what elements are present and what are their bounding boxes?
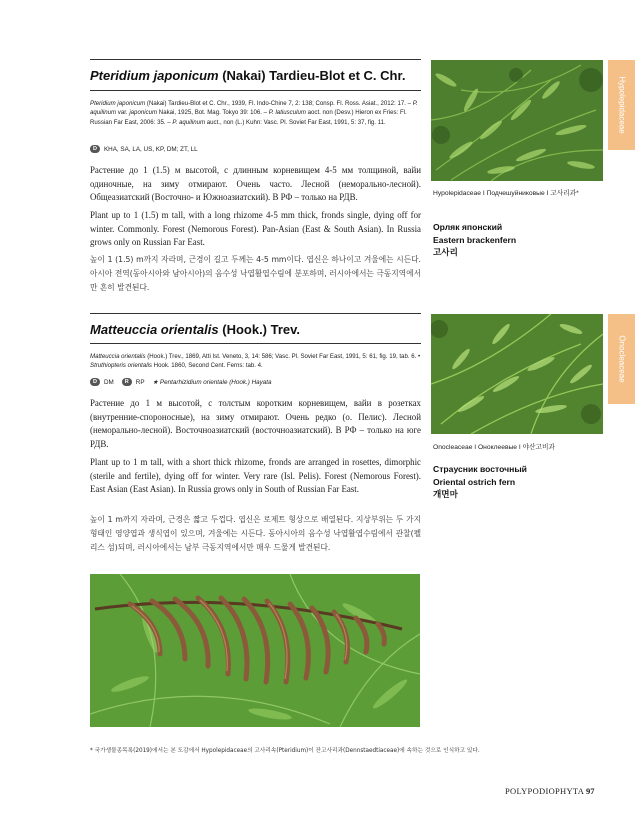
citation-2: Matteuccia orientalis (Hook.) Trev., 1869, Atti Ist. Veneto, 3, 14: 586; Vasc. Pl. Soviet Far East, 1991, 5: 61, fig. 19, tab. 6. • Struthiopteris orientalis Hook. 1860, Second Cent. Ferns: tab. 4. <box>90 353 421 370</box>
rarity-code: RP <box>135 378 145 386</box>
distribution-codes: DM <box>103 378 114 386</box>
distribution-badge: D <box>90 378 100 386</box>
fern-photo-bracken <box>431 60 603 181</box>
title-rule-1 <box>90 90 421 91</box>
korean-description-1: 높이 1 (1.5) m까지 자라며, 근경이 길고 두께는 4-5 mm이다. 엽신은 하나이고 겨울에는 시든다. 아시아 전역(동아시아와 남아시아)의 음수성 낙엽활엽수림에 분포하며, 러시아에서는 극동지역에서만 흔히 발견된다. <box>90 255 421 292</box>
english-description-2: Plant up to 1 m tall, with a short thick rhizome, fronds are arranged in rosettes, dimorphic (sterile and fertile), dying off for winter. Very rare (Isl. Pelis). Forest (Nemorous Forest). East Asian (East Asian). In Russia grows only in South of Russian Far East. <box>90 457 421 495</box>
title-rule-2 <box>90 343 421 344</box>
family-tab-2: Onocleaceae <box>608 314 635 404</box>
name-english: Eastern brackenfern <box>433 234 517 245</box>
name-english: Oriental ostrich fern <box>433 476 516 487</box>
rarity-badge: R <box>122 378 132 386</box>
footnote: * 국가생물종목록(2019)에서는 본 도감에서 Hypolepidaceae의 고사리속(Pteridium)이 잔고사리과(Dennstaedtiaceae)에 속하는 것으로 인식하고 있다. <box>90 748 480 754</box>
distribution-line-2 <box>90 378 272 386</box>
section-rule-2 <box>90 313 421 314</box>
english-description-1: Plant up to 1 (1.5) m tall, with a long rhizome 4-5 mm thick, fronds single, dying off for winter. Commonly. Forest (Nemorous Forest). Pan-Asian (East & South Asian). In Russia grows only on Russian Far East. <box>90 210 421 248</box>
family-tab-1: Hypolepidaceae <box>608 60 635 150</box>
synonym: ★ Pentarhizidium orientale (Hook.) Hayata <box>152 378 272 386</box>
russian-description-1: Растение до 1 (1.5) м высотой, с длинным корневищем 4-5 мм толщиной, вайи одиночные, на зиму отмирают. Очень часто. Лесной (неморально-лесной). Общеазиатский (Восточно- и Южноазиатский). В РФ – только на РДВ. <box>90 165 421 203</box>
korean-description-2: 높이 1 m까지 자라며, 근경은 짧고 두껍다. 엽신은 로제트 형상으로 배열된다. 지상부위는 두 가지 형태인 영양엽과 생식엽이 있으며, 겨울에는 시든다. 동아시아의 음수성 낙엽활엽수림에서 관찰(펠리스 섬)되며, 러시아에서는 남부 극동지역에서만 매우 드물게 발견된다. <box>90 515 421 552</box>
top-rule <box>90 59 421 60</box>
footer-section: POLYPODIOPHYTA <box>505 786 585 796</box>
fern-photo-ostrich <box>431 314 603 434</box>
common-names-2 <box>433 463 527 501</box>
citation-1: Pteridium japonicum (Nakai) Tardieu-Blot et C. Chr., 1939, Fl. Indo-Chine 7, 2: 138; Consp. Fl. Ross. Asiat., 2012: 17. – P. aquilinum var. japonicum Nakai, 1925, Bot. Mag. Tokyo 39: 106. – P. latiusculum aoct. non (Desv.) Hieron ex Fries: Fl. Russian Far East, 2006: 35. – P. aquilinum auct., non (L.) Kuhn: Vasc. Pl. Soviet Far East, 1991, 5: 37, fig. 11. <box>90 100 418 126</box>
name-russian: Страусник восточный <box>433 464 527 474</box>
distribution-badge: D <box>90 145 100 153</box>
species-title-1: Pteridium japonicum (Nakai) Tardieu-Blot et C. Chr. <box>90 68 406 83</box>
family-line-2: Onocleaceae I Оноклеевые I 야산고비과 <box>433 444 555 451</box>
family-line-1: Hypolepidaceae I Подчешуйниковые I 고사리과* <box>433 190 579 197</box>
name-korean: 개면마 <box>433 489 458 499</box>
fertile-frond-photo <box>90 574 420 727</box>
page-number: 97 <box>586 786 595 796</box>
name-korean: 고사리 <box>433 247 458 257</box>
distribution-line-1 <box>90 145 198 153</box>
name-russian: Орляк японский <box>433 222 503 232</box>
russian-description-2: Растение до 1 м высотой, с толстым коротким корневищем, вайи в розетках (внутренние-спороносные), на зиму отмирают. Очень редко (о. Пелис). Лесной (неморально-лесной). Восточноазиатский (восточноазиатский). В РФ – только на юге РДВ. <box>90 398 421 449</box>
species-title-2: Matteuccia orientalis (Hook.) Trev. <box>90 322 301 337</box>
distribution-codes: KHA, SA, LA, US, KP, DM; ZT, LL <box>103 145 198 153</box>
common-names-1 <box>433 221 516 259</box>
